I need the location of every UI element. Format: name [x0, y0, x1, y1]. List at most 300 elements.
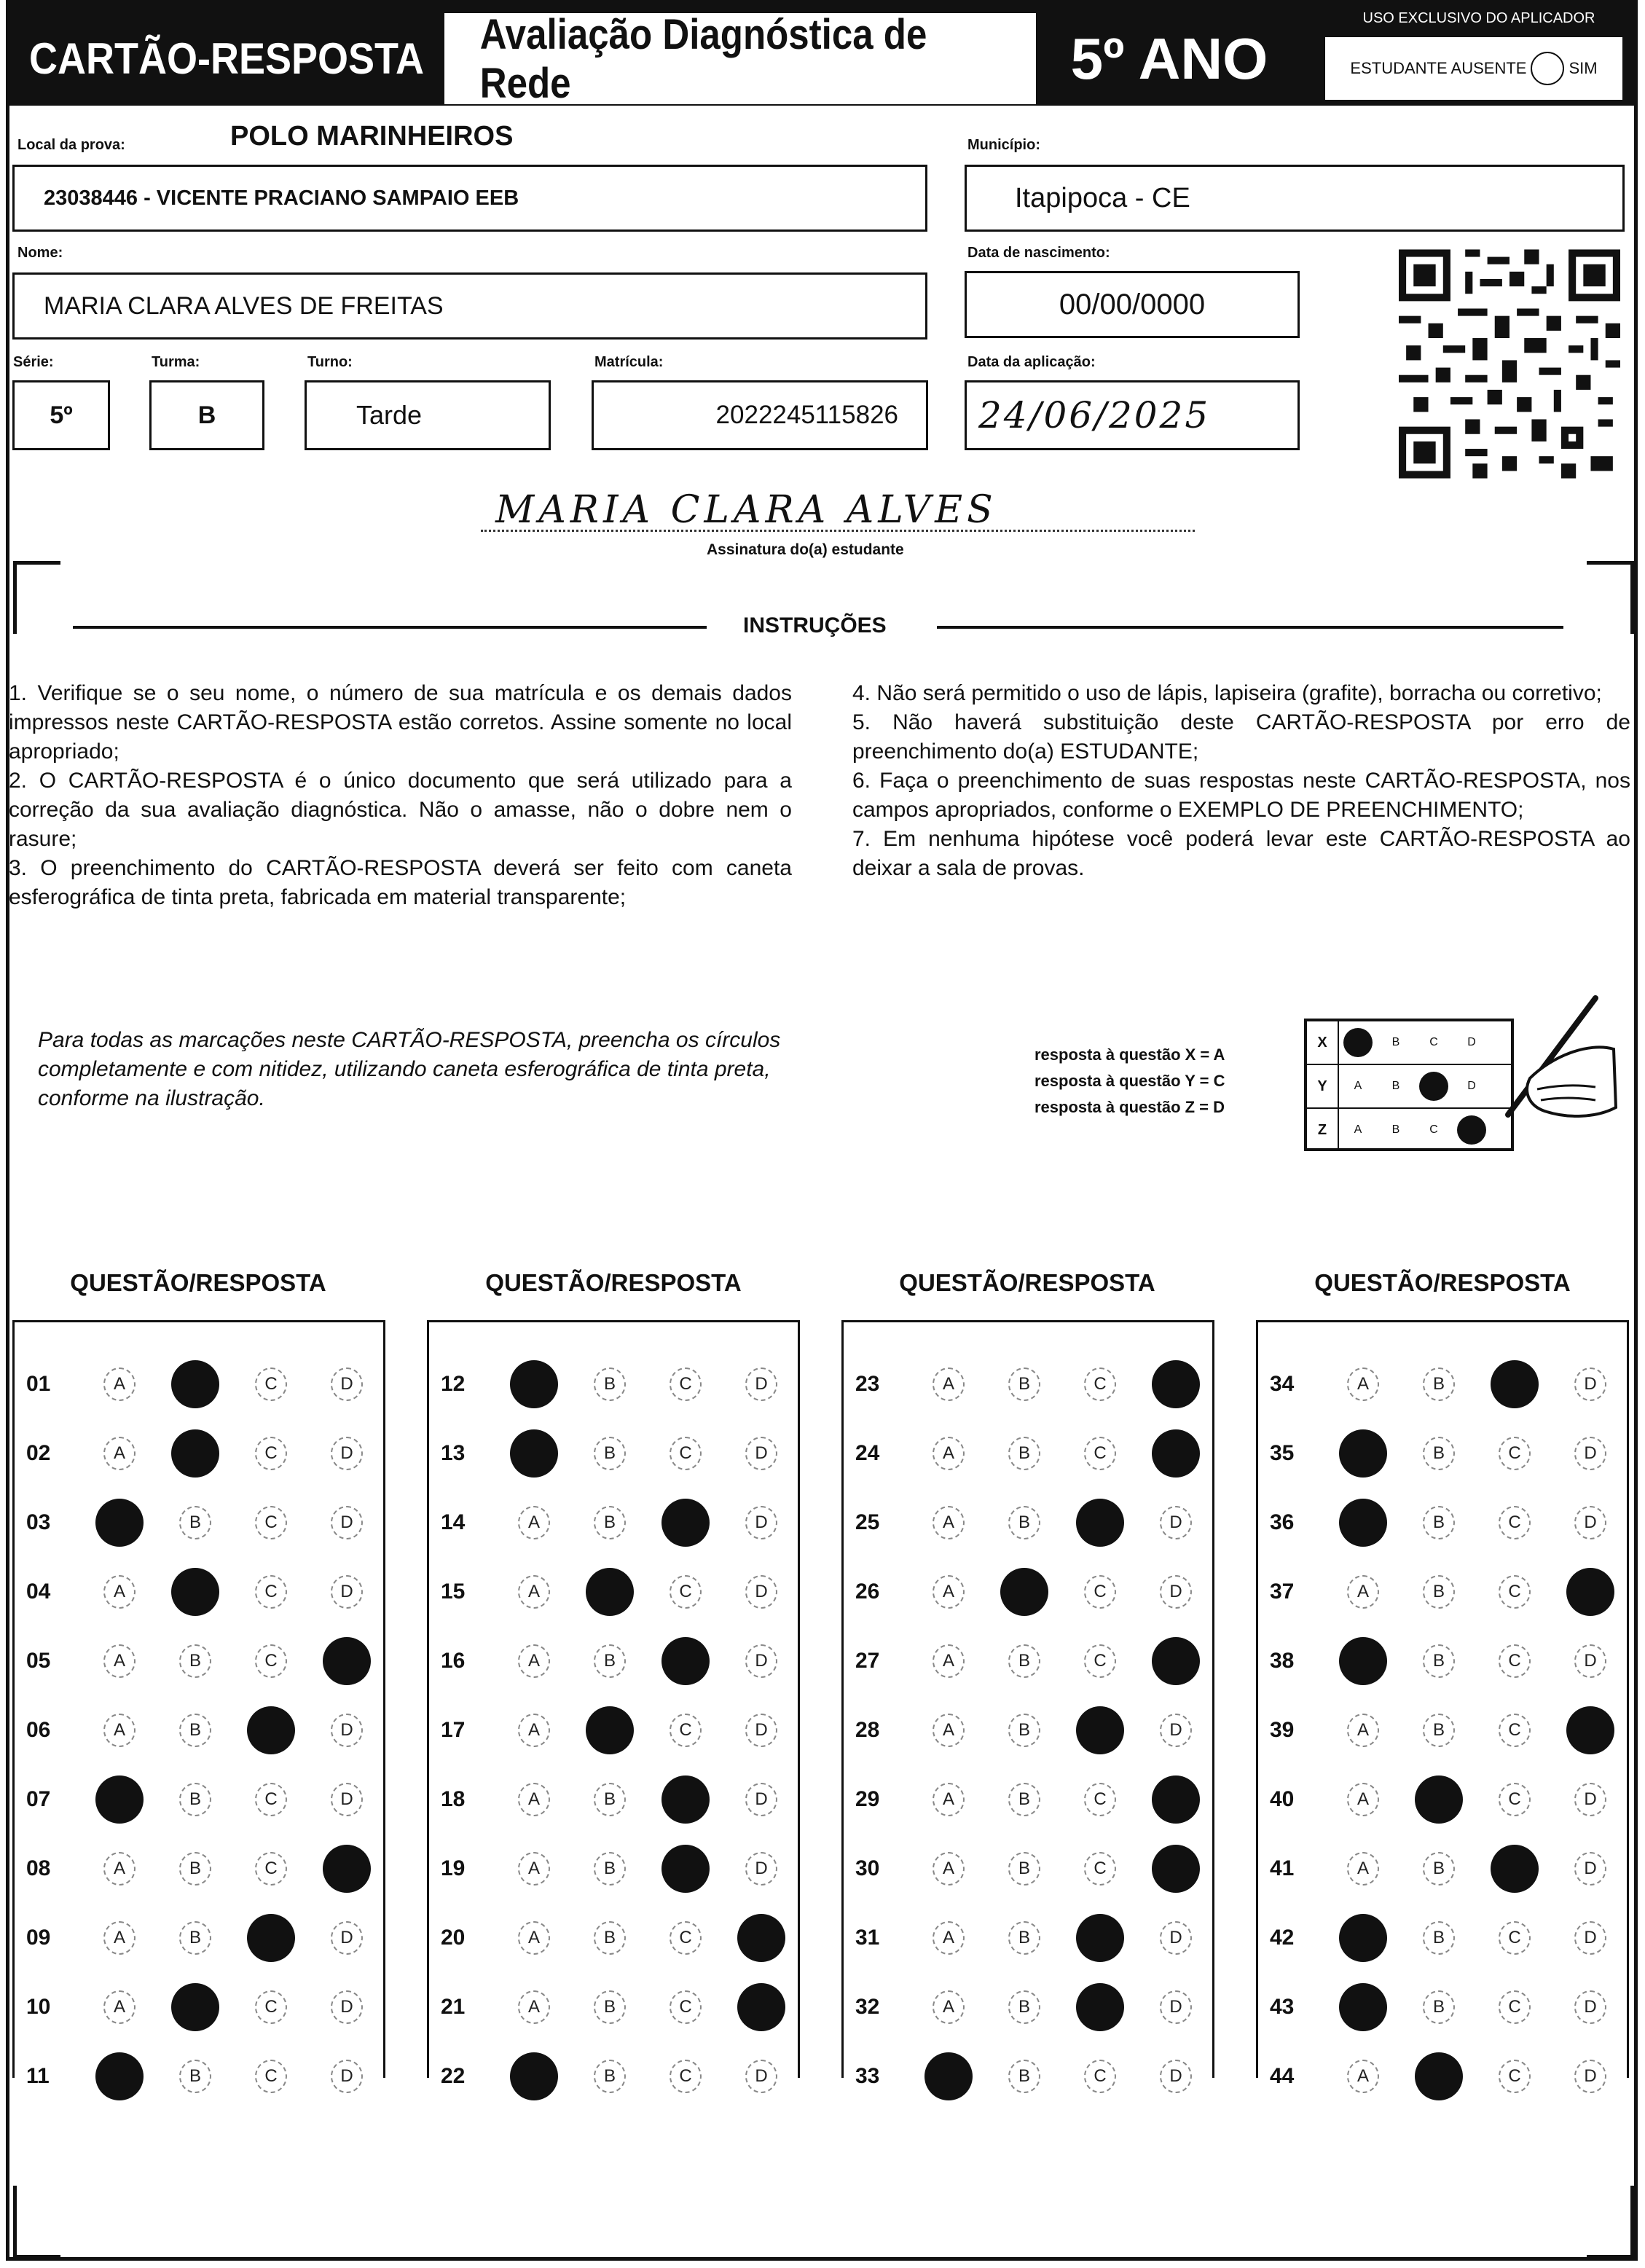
question-number: 25 [855, 1510, 880, 1534]
option-letter: C [1499, 1437, 1531, 1470]
answer-bubble-c[interactable] [648, 1575, 723, 1609]
answer-bubble-c[interactable] [233, 1368, 309, 1401]
question-row [15, 1362, 385, 1406]
option-letter: D [331, 1368, 363, 1401]
answer-bubble-b[interactable] [1401, 1575, 1477, 1609]
filled-bubble [323, 1845, 371, 1893]
answer-bubble-a[interactable] [496, 1506, 572, 1539]
question-row [1258, 1570, 1628, 1614]
answer-bubble-a[interactable] [82, 1437, 157, 1470]
answer-bubble-c[interactable] [648, 1499, 723, 1547]
answer-bubble-c[interactable] [1477, 1437, 1552, 1470]
answer-bubble-d[interactable] [1138, 1845, 1214, 1893]
answer-bubble-c[interactable] [648, 1921, 723, 1955]
answer-bubble-b[interactable] [572, 1852, 648, 1886]
answer-bubble-c[interactable] [1477, 1714, 1552, 1747]
answer-bubble-c[interactable] [648, 1775, 723, 1824]
answer-bubble-b[interactable] [1401, 1852, 1477, 1886]
example-row-key: Z [1307, 1109, 1339, 1151]
option-letter: B [594, 2060, 626, 2093]
filled-bubble [1339, 1429, 1387, 1478]
option-letter: C [1499, 1714, 1531, 1747]
example-legend-item: resposta à questão Y = C [1034, 1072, 1225, 1090]
answer-bubble-a[interactable] [496, 1575, 572, 1609]
answer-bubble-d[interactable] [723, 1506, 799, 1539]
question-row [15, 1985, 385, 2029]
answer-bubble-b[interactable] [572, 1921, 648, 1955]
serie-field [12, 380, 110, 450]
local-value: POLO MARINHEIROS [230, 121, 514, 152]
turma-label: Turma: [152, 354, 200, 370]
answer-bubble-b[interactable] [1401, 1368, 1477, 1401]
option-letter: C [1084, 1575, 1116, 1609]
answer-bubble-c[interactable] [233, 1575, 309, 1609]
answer-bubble-c[interactable] [233, 1644, 309, 1678]
option-letter: C [255, 1990, 287, 2024]
answer-bubble-a[interactable] [911, 1852, 986, 1886]
option-letter: C [1084, 1437, 1116, 1470]
filled-bubble [1152, 1429, 1200, 1478]
answer-bubble-b[interactable] [157, 1921, 233, 1955]
answer-bubble-b[interactable] [157, 1852, 233, 1886]
answer-bubble-c[interactable] [1062, 1437, 1138, 1470]
answer-bubble-b[interactable] [157, 1360, 233, 1408]
answer-bubble-a[interactable] [1325, 1983, 1401, 2031]
answer-bubble-b[interactable] [1401, 1921, 1477, 1955]
answer-bubble-b[interactable] [157, 1429, 233, 1478]
option-letter: C [255, 1852, 287, 1886]
answer-bubble-b[interactable] [572, 1568, 648, 1616]
answer-bubble-b[interactable] [572, 2060, 648, 2093]
answer-bubble-d[interactable] [309, 1506, 385, 1539]
answer-bubble-d[interactable] [1552, 1990, 1628, 2024]
instructions-rule-right [937, 626, 1563, 629]
turma-field [149, 380, 264, 450]
option-letter: A [933, 1506, 965, 1539]
question-number: 10 [26, 1995, 51, 2019]
answer-bubble-b[interactable] [986, 1714, 1062, 1747]
question-row [429, 1570, 799, 1614]
instructions-rule-left [73, 626, 707, 629]
answer-bubble-c[interactable] [1477, 1644, 1552, 1678]
answer-bubble-d[interactable] [1138, 1921, 1214, 1955]
question-number: 27 [855, 1649, 880, 1673]
answer-bubble-c[interactable] [233, 1437, 309, 1470]
answer-bubble-c[interactable] [1062, 1499, 1138, 1547]
option-letter: B [179, 1783, 211, 1816]
answer-bubble-b[interactable] [157, 1644, 233, 1678]
filled-bubble [171, 1568, 219, 1616]
answer-bubble-d[interactable] [309, 1714, 385, 1747]
example-bubble-d: D [1467, 1080, 1476, 1092]
answer-bubble-b[interactable] [572, 1706, 648, 1754]
answer-bubble-a[interactable] [496, 1990, 572, 2024]
answer-bubble-c[interactable] [1477, 1360, 1552, 1408]
answer-bubble-d[interactable] [1552, 1368, 1628, 1401]
option-letter: B [1008, 1852, 1040, 1886]
answer-bubble-a[interactable] [496, 1783, 572, 1816]
question-number: 08 [26, 1856, 51, 1880]
example-row [1307, 1021, 1511, 1065]
option-letter: D [1160, 2060, 1192, 2093]
option-letter: C [670, 1921, 702, 1955]
answer-bubble-d[interactable] [309, 1437, 385, 1470]
answer-bubble-c[interactable] [1062, 1852, 1138, 1886]
pen-hand-icon [1486, 991, 1617, 1137]
filled-bubble [661, 1845, 710, 1893]
question-row [844, 2055, 1214, 2098]
answer-bubble-c[interactable] [233, 1990, 309, 2024]
option-letter: C [1084, 2060, 1116, 2093]
matricula-field [592, 380, 928, 450]
option-letter: A [1347, 1783, 1379, 1816]
example-bubble-c: C [1429, 1036, 1438, 1048]
answer-bubble-c[interactable] [648, 1368, 723, 1401]
answer-bubble-c[interactable] [1062, 1706, 1138, 1754]
answer-bubble-a[interactable] [496, 1852, 572, 1886]
answer-bubble-b[interactable] [986, 1506, 1062, 1539]
question-number: 06 [26, 1718, 51, 1742]
option-letter: C [670, 2060, 702, 2093]
answer-bubble-d[interactable] [309, 1783, 385, 1816]
answer-bubble-a[interactable] [82, 1775, 157, 1824]
nascimento-field [965, 271, 1300, 338]
option-letter: D [331, 1783, 363, 1816]
answer-bubble-b[interactable] [986, 1852, 1062, 1886]
question-number: 39 [1270, 1718, 1295, 1742]
answer-bubble-c[interactable] [648, 1714, 723, 1747]
nascimento-label: Data de nascimento: [967, 245, 1110, 261]
option-letter: A [1347, 2060, 1379, 2093]
answer-bubble-d[interactable] [309, 1990, 385, 2024]
answer-bubble-a[interactable] [82, 1852, 157, 1886]
answer-bubble-d[interactable] [1552, 1783, 1628, 1816]
answer-bubble-b[interactable] [572, 1437, 648, 1470]
option-letter: C [1499, 2060, 1531, 2093]
answer-bubble-a[interactable] [1325, 1783, 1401, 1816]
answer-bubble-a[interactable] [1325, 2060, 1401, 2093]
answer-bubble-c[interactable] [1477, 1990, 1552, 2024]
answer-bubble-b[interactable] [572, 1368, 648, 1401]
answer-bubble-c[interactable] [1062, 1575, 1138, 1609]
answer-bubble-b[interactable] [572, 1506, 648, 1539]
answer-bubble-d[interactable] [1138, 2060, 1214, 2093]
answer-bubble-b[interactable] [157, 1783, 233, 1816]
filled-bubble [924, 2052, 973, 2100]
question-number: 15 [441, 1580, 466, 1604]
instruction-item: 6. Faça o preenchimento de suas respostas neste CARTÃO-RESPOSTA, nos campos apropriados, conforme o EXEMPLO DE PREENCHIMENTO; [852, 769, 1630, 822]
option-letter: A [518, 1644, 550, 1678]
question-number: 14 [441, 1510, 466, 1534]
answer-bubble-b[interactable] [1401, 1990, 1477, 2024]
answer-bubble-a[interactable] [911, 1368, 986, 1401]
answer-bubble-b[interactable] [986, 1368, 1062, 1401]
answer-bubble-c[interactable] [233, 1706, 309, 1754]
answer-bubble-b[interactable] [157, 1983, 233, 2031]
answer-bubble-a[interactable] [82, 1990, 157, 2024]
answer-bubble-d[interactable] [723, 2060, 799, 2093]
example-legend-item: resposta à questão Z = D [1034, 1098, 1225, 1116]
answer-bubble-b[interactable] [986, 1644, 1062, 1678]
answer-bubble-d[interactable] [1552, 1852, 1628, 1886]
answer-bubble-b[interactable] [1401, 1437, 1477, 1470]
corner-mark-bottom-right [1587, 2186, 1634, 2259]
question-number: 05 [26, 1649, 51, 1673]
example-row [1307, 1109, 1511, 1151]
absent-bubble[interactable] [1531, 52, 1564, 85]
answer-bubble-a[interactable] [1325, 1499, 1401, 1547]
answer-bubble-a[interactable] [911, 1575, 986, 1609]
answer-bubble-d[interactable] [1138, 1714, 1214, 1747]
question-row [429, 1847, 799, 1891]
answer-bubble-c[interactable] [233, 1783, 309, 1816]
option-letter: D [1574, 1644, 1606, 1678]
filled-bubble [1152, 1360, 1200, 1408]
answer-bubble-a[interactable] [496, 1360, 572, 1408]
answer-bubble-b[interactable] [986, 1783, 1062, 1816]
answer-bubble-a[interactable] [911, 2052, 986, 2100]
answer-bubble-a[interactable] [1325, 1714, 1401, 1747]
answer-bubble-a[interactable] [1325, 1637, 1401, 1685]
option-letter: B [1423, 1368, 1455, 1401]
answer-bubble-b[interactable] [986, 1921, 1062, 1955]
filled-bubble [1491, 1360, 1539, 1408]
answer-bubble-c[interactable] [1062, 1368, 1138, 1401]
answer-bubble-b[interactable] [986, 1437, 1062, 1470]
answer-bubble-d[interactable] [723, 1783, 799, 1816]
option-letter: A [103, 1644, 136, 1678]
question-number: 19 [441, 1856, 466, 1880]
answer-bubble-b[interactable] [572, 1644, 648, 1678]
filled-bubble [737, 1983, 785, 2031]
question-row [844, 1985, 1214, 2029]
answer-bubble-b[interactable] [157, 1568, 233, 1616]
option-letter: B [1423, 1644, 1455, 1678]
corner-mark-top-left [13, 561, 60, 634]
answer-bubble-b[interactable] [572, 1990, 648, 2024]
question-row [1258, 1432, 1628, 1475]
example-row-key: Y [1307, 1065, 1339, 1107]
absent-label: ESTUDANTE AUSENTE [1350, 59, 1527, 77]
option-letter: D [1574, 1506, 1606, 1539]
answer-bubble-a[interactable] [496, 1714, 572, 1747]
example-bubble-a: A [1354, 1080, 1362, 1092]
answer-bubble-c[interactable] [233, 2060, 309, 2093]
option-letter: A [518, 1783, 550, 1816]
answer-bubble-d[interactable] [723, 1644, 799, 1678]
answer-bubble-b[interactable] [1401, 1775, 1477, 1824]
option-letter: D [1574, 1368, 1606, 1401]
corner-mark-top-right [1587, 561, 1634, 634]
answer-bubble-a[interactable] [82, 1714, 157, 1747]
exam-title-text: Avaliação Diagnóstica de Rede [479, 10, 927, 107]
option-letter: D [331, 1714, 363, 1747]
answer-bubble-a[interactable] [82, 1575, 157, 1609]
answer-bubble-a[interactable] [496, 2052, 572, 2100]
option-letter: B [1423, 1990, 1455, 2024]
answer-bubble-b[interactable] [1401, 1644, 1477, 1678]
signature-line [481, 530, 1195, 532]
answer-bubble-b[interactable] [572, 1783, 648, 1816]
answer-bubble-d[interactable] [1552, 2060, 1628, 2093]
option-letter: C [255, 1783, 287, 1816]
answer-bubble-a[interactable] [1325, 1429, 1401, 1478]
answer-bubble-d[interactable] [309, 1575, 385, 1609]
answer-bubble-c[interactable] [648, 1990, 723, 2024]
example-bubble-a: A [1354, 1123, 1362, 1136]
answer-bubble-d[interactable] [309, 1845, 385, 1893]
answer-column-4 [1256, 1320, 1629, 2088]
answer-bubble-d[interactable] [1138, 1637, 1214, 1685]
answer-bubble-d[interactable] [723, 1437, 799, 1470]
answer-bubble-a[interactable] [911, 1921, 986, 1955]
answer-bubble-c[interactable] [1477, 1575, 1552, 1609]
answer-bubble-a[interactable] [82, 1368, 157, 1401]
question-number: 43 [1270, 1995, 1295, 2019]
answer-bubble-c[interactable] [1477, 2060, 1552, 2093]
answer-bubble-c[interactable] [233, 1506, 309, 1539]
answer-bubble-b[interactable] [1401, 2052, 1477, 2100]
answer-bubble-a[interactable] [82, 1644, 157, 1678]
question-number: 09 [26, 1926, 51, 1950]
answer-bubble-b[interactable] [1401, 1714, 1477, 1747]
answer-bubble-c[interactable] [233, 1914, 309, 1962]
question-row [15, 1501, 385, 1545]
answer-bubble-a[interactable] [82, 1921, 157, 1955]
answer-bubble-d[interactable] [1138, 1990, 1214, 2024]
answer-bubble-d[interactable] [723, 1852, 799, 1886]
answer-bubble-c[interactable] [1062, 1644, 1138, 1678]
answer-bubble-d[interactable] [1138, 1575, 1214, 1609]
option-letter: A [933, 1575, 965, 1609]
answer-bubble-b[interactable] [986, 1568, 1062, 1616]
option-letter: B [1008, 1644, 1040, 1678]
answer-bubble-c[interactable] [648, 1437, 723, 1470]
option-letter: A [103, 1714, 136, 1747]
answer-bubble-d[interactable] [1552, 1437, 1628, 1470]
answer-bubble-a[interactable] [496, 1921, 572, 1955]
answer-bubble-d[interactable] [1138, 1360, 1214, 1408]
question-row [1258, 1639, 1628, 1683]
option-letter: D [745, 1714, 777, 1747]
answer-bubble-d[interactable] [723, 1714, 799, 1747]
answer-bubble-b[interactable] [157, 1506, 233, 1539]
answer-bubble-d[interactable] [1552, 1706, 1628, 1754]
answer-bubble-b[interactable] [157, 1714, 233, 1747]
option-letter: A [933, 1990, 965, 2024]
answer-bubble-d[interactable] [723, 1368, 799, 1401]
answer-bubble-c[interactable] [1062, 1783, 1138, 1816]
answer-bubble-d[interactable] [723, 1575, 799, 1609]
answer-bubble-c[interactable] [1477, 1783, 1552, 1816]
answer-bubble-b[interactable] [157, 2060, 233, 2093]
answer-bubble-c[interactable] [1062, 2060, 1138, 2093]
option-letter: C [670, 1575, 702, 1609]
answer-bubble-a[interactable] [911, 1714, 986, 1747]
option-letter: D [1574, 1437, 1606, 1470]
answer-bubble-d[interactable] [309, 1921, 385, 1955]
option-letter: D [1160, 1921, 1192, 1955]
option-letter: B [1008, 2060, 1040, 2093]
answer-bubble-a[interactable] [1325, 1575, 1401, 1609]
question-number: 12 [441, 1372, 466, 1396]
answer-bubble-d[interactable] [723, 1983, 799, 2031]
question-number: 01 [26, 1372, 51, 1396]
answer-bubble-d[interactable] [1138, 1506, 1214, 1539]
answer-bubble-b[interactable] [986, 2060, 1062, 2093]
example-bubble-d: D [1467, 1036, 1476, 1048]
option-letter: A [518, 1714, 550, 1747]
answer-bubble-d[interactable] [1552, 1921, 1628, 1955]
answer-bubble-d[interactable] [309, 1637, 385, 1685]
answer-bubble-d[interactable] [1552, 1568, 1628, 1616]
question-row [15, 1639, 385, 1683]
option-letter: C [1499, 1921, 1531, 1955]
answer-bubble-a[interactable] [496, 1644, 572, 1678]
answer-bubble-c[interactable] [648, 2060, 723, 2093]
option-letter: B [594, 1921, 626, 1955]
answer-bubble-c[interactable] [1477, 1506, 1552, 1539]
answer-bubble-a[interactable] [496, 1429, 572, 1478]
question-row [429, 1778, 799, 1821]
answer-bubble-c[interactable] [1477, 1845, 1552, 1893]
filled-bubble [171, 1983, 219, 2031]
option-letter: B [179, 1506, 211, 1539]
filled-bubble [510, 1429, 558, 1478]
option-letter: D [1160, 1714, 1192, 1747]
filled-bubble [661, 1499, 710, 1547]
answer-bubble-a[interactable] [911, 1506, 986, 1539]
answer-bubble-d[interactable] [309, 2060, 385, 2093]
answer-bubble-c[interactable] [1062, 1983, 1138, 2031]
filled-bubble [1339, 1637, 1387, 1685]
answer-bubble-c[interactable] [1062, 1914, 1138, 1962]
option-letter: C [1084, 1368, 1116, 1401]
filled-bubble [1566, 1568, 1614, 1616]
answer-bubble-c[interactable] [233, 1852, 309, 1886]
answer-bubble-c[interactable] [648, 1637, 723, 1685]
answer-bubble-a[interactable] [82, 2052, 157, 2100]
answer-bubble-b[interactable] [986, 1990, 1062, 2024]
answer-bubble-a[interactable] [911, 1990, 986, 2024]
absent-option: SIM [1569, 59, 1598, 77]
answer-bubble-d[interactable] [1552, 1644, 1628, 1678]
answer-bubble-d[interactable] [1138, 1429, 1214, 1478]
answer-bubble-a[interactable] [1325, 1368, 1401, 1401]
aplicacao-value: 24/06/2025 [978, 394, 1211, 436]
answer-bubble-d[interactable] [1552, 1506, 1628, 1539]
filled-bubble [586, 1568, 634, 1616]
question-row [844, 1432, 1214, 1475]
answer-bubble-a[interactable] [1325, 1852, 1401, 1886]
answer-bubble-a[interactable] [82, 1499, 157, 1547]
answer-bubble-a[interactable] [1325, 1914, 1401, 1962]
answer-bubble-b[interactable] [1401, 1506, 1477, 1539]
answer-bubble-d[interactable] [1138, 1775, 1214, 1824]
answer-bubble-d[interactable] [309, 1368, 385, 1401]
answer-bubble-c[interactable] [1477, 1921, 1552, 1955]
answer-bubble-d[interactable] [723, 1914, 799, 1962]
answer-bubble-a[interactable] [911, 1644, 986, 1678]
answer-bubble-c[interactable] [648, 1845, 723, 1893]
question-row [15, 1778, 385, 1821]
filled-bubble [95, 1775, 144, 1824]
instruction-item: 2. O CARTÃO-RESPOSTA é o único documento que será utilizado para a correção da sua avaliação diagnóstica. Não o amasse, não o dobre nem o rasure; [9, 769, 792, 851]
question-row [15, 1570, 385, 1614]
answer-bubble-a[interactable] [911, 1437, 986, 1470]
question-row [1258, 1362, 1628, 1406]
answer-bubble-a[interactable] [911, 1783, 986, 1816]
